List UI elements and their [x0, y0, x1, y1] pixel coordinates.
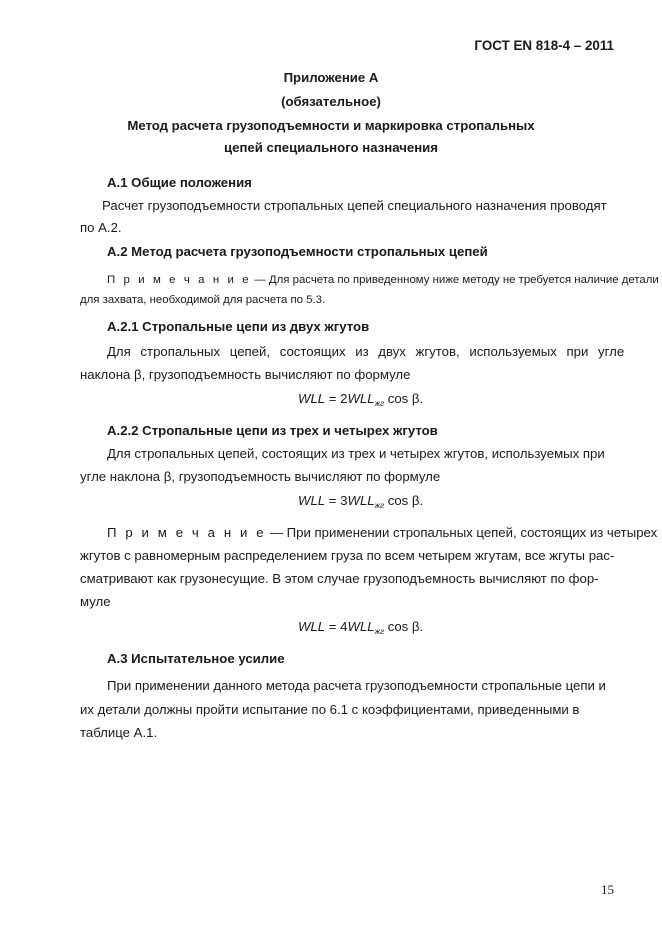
- document-code: ГОСТ EN 818-4 – 2011: [474, 38, 614, 53]
- formula-eq: = 4: [325, 619, 348, 634]
- a22-note-line3: сматривают как грузонесущие. В этом случае грузоподъемность вычисляют по фор-: [80, 571, 599, 586]
- a21-paragraph-line2: наклона β, грузоподъемность вычисляют по формуле: [80, 367, 411, 382]
- formula-tail: cos β.: [384, 619, 424, 634]
- section-heading-a21: А.2.1 Стропальные цепи из двух жгутов: [107, 319, 370, 334]
- formula-lhs: WLL: [298, 391, 326, 406]
- formula-tail: cos β.: [384, 391, 424, 406]
- formula-two-legs: [298, 391, 423, 408]
- a22-note-line4: муле: [80, 594, 111, 609]
- formula-sub: жг: [374, 627, 385, 636]
- section-heading-a22: А.2.2 Стропальные цепи из трех и четырех жгутов: [107, 423, 438, 438]
- a3-paragraph-line3: таблице А.1.: [80, 725, 158, 740]
- formula-var: WLL: [347, 619, 375, 634]
- a22-paragraph-line1: Для стропальных цепей, состоящих из трех и четырех жгутов, используемых при: [107, 446, 605, 461]
- note-label: П р и м е ч а н и е: [107, 525, 267, 540]
- formula-lhs: WLL: [298, 493, 326, 508]
- page-number: 15: [601, 882, 614, 897]
- formula-tail: cos β.: [384, 493, 424, 508]
- a21-paragraph-line1: [107, 344, 625, 359]
- formula-var: WLL: [347, 493, 375, 508]
- a22-note-line2: жгутов с равномерным распределением груза по всем четырем жгутам, все жгуты рас-: [80, 548, 615, 563]
- formula-lhs: WLL: [298, 619, 326, 634]
- section-heading-a1: А.1 Общие положения: [107, 175, 252, 190]
- a2-note-line1: [107, 270, 659, 291]
- a22-note-line1: [107, 525, 657, 540]
- section-heading-a2: А.2 Метод расчета грузоподъемности стропальных цепей: [107, 244, 488, 259]
- a3-paragraph-line2: их детали должны пройти испытание по 6.1 с коэффициентами, приведенными в: [80, 702, 580, 717]
- formula-var: WLL: [347, 391, 375, 406]
- appendix-heading-line1: Метод расчета грузоподъемности и маркировка стропальных: [127, 118, 535, 133]
- appendix-status: (обязательное): [281, 94, 381, 109]
- a1-paragraph-line1: Расчет грузоподъемности стропальных цепей специального назначения проводят: [102, 198, 607, 213]
- a21-paragraph-line1-text: Для стропальных цепей, состоящих из двух жгутов, используемых при угле: [107, 344, 625, 359]
- a2-note-line2: для захвата, необходимой для расчета по 5.3.: [80, 294, 326, 306]
- formula-three-four-legs: [298, 493, 423, 510]
- note-text: — При применении стропальных цепей, состоящих из четырех: [269, 525, 658, 540]
- formula-four-legs: [298, 619, 423, 636]
- a22-paragraph-line2: угле наклона β, грузоподъемность вычисляют по формуле: [80, 469, 441, 484]
- formula-eq: = 2: [325, 391, 348, 406]
- formula-sub: жг: [374, 501, 385, 510]
- a1-paragraph-line2: по А.2.: [80, 220, 122, 235]
- note-text: — Для расчета по приведенному ниже методу не требуется наличие детали: [254, 274, 659, 286]
- formula-eq: = 3: [325, 493, 348, 508]
- appendix-title: Приложение А: [283, 70, 379, 85]
- formula-sub: жг: [374, 399, 385, 408]
- a3-paragraph-line1: При применении данного метода расчета грузоподъемности стропальные цепи и: [107, 678, 606, 693]
- section-heading-a3: А.3 Испытательное усилие: [107, 651, 285, 666]
- note-label: П р и м е ч а н и е: [107, 274, 252, 286]
- appendix-heading-line2: цепей специального назначения: [224, 140, 438, 155]
